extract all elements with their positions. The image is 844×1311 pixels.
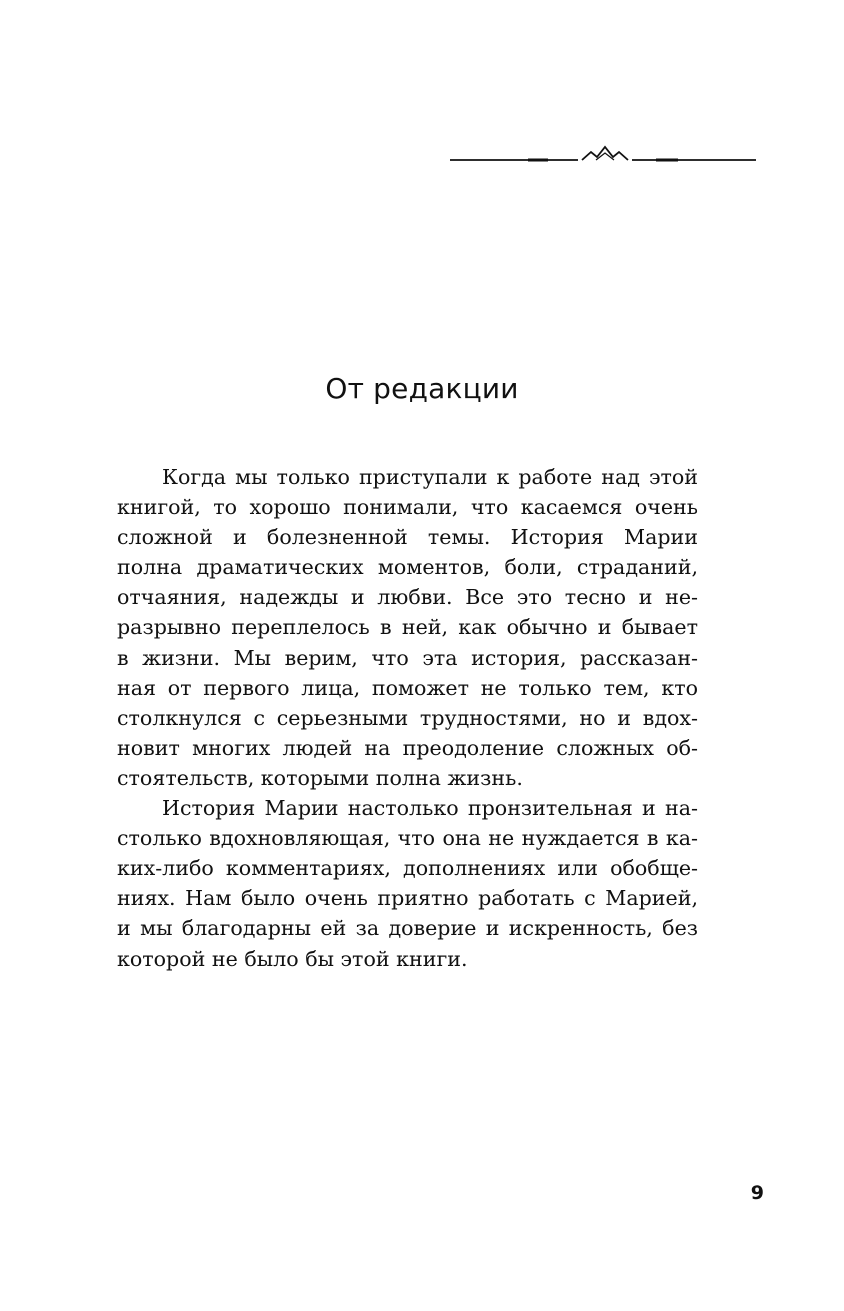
paragraph-1-line-11: стоятельств, которыми полна жизнь. [117, 765, 523, 790]
paragraph-2-line-3: ких-либо комментариях, дополнениях или обобще- [117, 856, 698, 881]
paragraph-2-line-6: которой не было бы этой книги. [117, 946, 468, 971]
paragraph-1-line-3: сложной и болезненной темы. История Марии [117, 525, 698, 550]
paragraph-1-line-9: столкнулся с серьезными трудностями, но и вдох- [117, 705, 698, 730]
chapter-title: От редакции [325, 372, 519, 405]
paragraph-1-line-1: Когда мы только приступали к работе над этой [162, 465, 698, 489]
paragraph-1-line-5: отчаяния, надежды и любви. Все это тесно и не- [117, 585, 698, 610]
paragraph-1-line-7: в жизни. Мы верим, что эта история, рассказан- [117, 645, 698, 670]
paragraph-1-line-6: разрывно переплелось в ней, как обычно и бывает [117, 615, 698, 640]
paragraph-1-line-2: книгой, то хорошо понимали, что касаемся очень [117, 495, 698, 520]
paragraph-1-line-10: новит многих людей на преодоление сложных об- [117, 735, 698, 760]
body-text [117, 462, 698, 974]
page-number: 9 [750, 1182, 764, 1204]
paragraph-1-line-4: полна драматических моментов, боли, страданий, [117, 555, 698, 580]
paragraph-2-line-5: и мы благодарны ей за доверие и искренность, без [117, 916, 698, 941]
paragraph-2-line-1: История Марии настолько пронзительная и на- [162, 796, 698, 821]
paragraph-2-line-2: столько вдохновляющая, что она не нуждается в ка- [117, 826, 698, 851]
mountain-peaks-ornament-icon [450, 142, 756, 166]
paragraph-2-line-4: ниях. Нам было очень приятно работать с Марией, [117, 886, 698, 911]
paragraph-1-line-8: ная от первого лица, поможет не только тем, кто [117, 675, 698, 700]
